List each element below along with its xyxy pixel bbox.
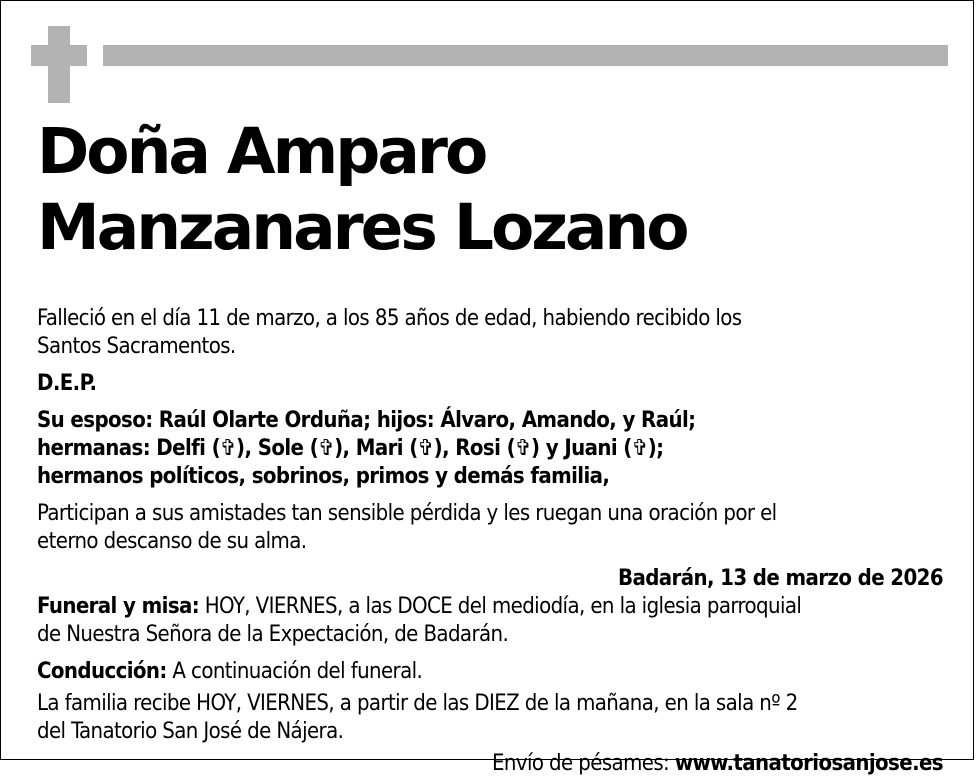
family-line-1: Su esposo: Raúl Olarte Orduña; hijos: Álvaro, Amando, y Raúl; (37, 408, 696, 433)
conduccion-paragraph (37, 658, 943, 686)
notice-body (37, 305, 943, 778)
family-line-2: hermanas: Delfi (✞), Sole (✞), Mari (✞), Rosi (✞) y Juani (✞); (37, 436, 664, 461)
header-rule (103, 45, 948, 66)
family-paragraph (37, 407, 943, 491)
funeral-line-2: de Nuestra Señora de la Expectación, de Badarán. (37, 622, 509, 647)
intro-line-1: Falleció en el día 11 de marzo, a los 85 años de edad, habiendo recibido los (37, 306, 742, 331)
conduccion-label: Conducción: (37, 659, 167, 684)
message-line-1: Participan a sus amistades tan sensible pérdida y les ruegan una oración por el (37, 501, 777, 526)
deceased-name (37, 114, 687, 266)
funeral-label: Funeral y misa: (37, 594, 200, 619)
family-line-3: hermanos políticos, sobrinos, primos y demás familia, (37, 464, 610, 489)
condolences-website-link[interactable]: www.tanatoriosanjose.es (674, 751, 943, 776)
place-date: Badarán, 13 de marzo de 2026 (618, 566, 943, 591)
condolences-line (37, 750, 943, 778)
reception-line-1: La familia recibe HOY, VIERNES, a partir de las DIEZ de la mañana, en la sala nº 2 (37, 691, 798, 716)
dep-text: D.E.P. (37, 371, 97, 396)
message-paragraph (37, 500, 943, 556)
condolences-label: Envío de pésames: (492, 751, 675, 776)
intro-line-2: Santos Sacramentos. (37, 334, 236, 359)
funeral-paragraph (37, 593, 943, 649)
reception-line-2: del Tanatorio San José de Nájera. (37, 719, 344, 744)
name-line-1: Doña Amparo (37, 115, 486, 188)
name-line-2: Manzanares Lozano (37, 191, 687, 264)
funeral-line-1: HOY, VIERNES, a las DOCE del mediodía, en la iglesia parroquial (199, 594, 802, 619)
cross-icon-bar (31, 45, 87, 66)
message-line-2: eterno descanso de su alma. (37, 529, 307, 554)
intro-paragraph (37, 305, 943, 361)
reception-paragraph (37, 690, 943, 746)
conduccion-text: A continuación del funeral. (166, 659, 423, 684)
